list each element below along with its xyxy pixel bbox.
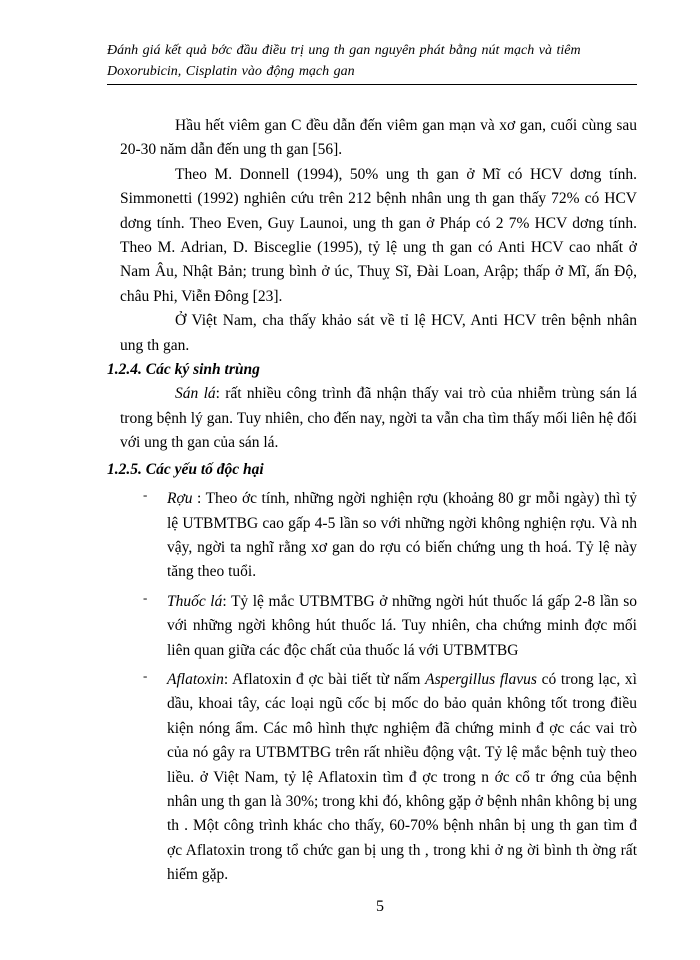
body-text (107, 114, 637, 888)
bullet-dash: - (143, 487, 148, 503)
paragraph-parasites (120, 382, 637, 455)
list-item-text (167, 487, 637, 585)
header-rule (107, 84, 637, 85)
section-heading-parasites: 1.2.4. Các ký sinh trùng (107, 361, 260, 379)
bullet-dash: - (143, 667, 148, 683)
parasites-text: : rất nhiều công trình đã nhận thấy vai trò của nhiễm trùng sán lá trong bệnh lý gan. Tuy nhiên, cho đến nay, ngời ta vẫn cha tìm thấy mối liên hệ đối với ung th gan của sán lá. (120, 385, 637, 452)
running-header (107, 40, 637, 82)
paragraph-vietnam-hcv: Ở Việt Nam, cha thấy khảo sát về tỉ lệ HCV, Anti HCV trên bệnh nhân ung th gan. (120, 312, 637, 354)
bullet-dash: - (143, 589, 148, 605)
page-number: 5 (376, 898, 384, 915)
paragraph-hcv-statistics: Theo M. Donnell (1994), 50% ung th gan ở Mĩ có HCV dơng tính. Simmonetti (1992) nghiên cứu trên 212 bệnh nhân ung th gan thấy 72% có HCV dơng tính. Theo Even, Guy Launoi, ung th gan ở Pháp có 2 7% HCV dơng tính. Theo M. Adrian, D. Bisceglie (1995), tỷ lệ ung th gan có Anti HCV cao nhất ở Nam Âu, Nhật Bản; trung bình ở úc, Thuỵ Sĩ, Đài Loan, Arập; thấp ở Mĩ, ấn Độ, châu Phi, Viễn Đông [23]. (120, 165, 637, 305)
aflatoxin-text-before: : Aflatoxin đ ợc bài tiết từ nấm (223, 670, 426, 688)
paragraph-hcv-cirrhosis: Hầu hết viêm gan C đều dẫn đến viêm gan mạn và xơ gan, cuối cùng sau 20-30 năm dẫn đến ung th gan [56]. (120, 117, 637, 159)
term-san-la: Sán lá (175, 385, 216, 403)
term-tobacco: Thuốc lá (167, 592, 223, 610)
list-item-alcohol (143, 487, 637, 585)
header-line-2: Doxorubicin, Cisplatin vào động mạch gan (107, 64, 355, 79)
section-heading-toxins: 1.2.5. Các yếu tố độc hại (107, 460, 264, 478)
list-item-aflatoxin (143, 668, 637, 888)
list-item-text (167, 590, 637, 663)
species-name: Aspergillus flavus (425, 670, 537, 688)
term-aflatoxin: Aflatoxin (167, 670, 224, 688)
aflatoxin-text-after: có trong lạc, xì dầu, khoai tây, các loại ngũ cốc bị mốc do bảo quản không tốt trong điều kiện nóng ẩm. Các mô hình thực nghiệm đã chứng minh đ ợc các vai trò của nó gây ra UTBMTBG trên rất nhiều động vật. Tỷ lệ mắc bệnh tuỳ theo liều. ở Việt Nam, tỷ lệ Aflatoxin tìm đ ợc trong n ớc cổ tr ớng của bệnh nhân ung th gan là 30%; trong khi đó, không gặp ở bệnh nhân không bị ung th . Một công trình khác cho thấy, 60-70% bệnh nhân bị ung th gan tìm đ ợc Aflatoxin trong tổ chức gan bị ung th , trong khi ở ng ời bình th ờng rất hiếm gặp. (167, 670, 637, 884)
header-line-1: Đánh giá kết quả bớc đầu điều trị ung th gan nguyên phát bằng nút mạch và tiêm (107, 43, 581, 58)
term-alcohol: Rợu (167, 490, 193, 508)
list-item-text (167, 668, 637, 888)
list-item-tobacco (143, 590, 637, 663)
tobacco-text: : Tỷ lệ mắc UTBMTBG ở những ngời hút thuốc lá gấp 2-8 lần so với những ngời không hút thuốc lá. Tuy nhiên, cha chứng minh đợc mối liên quan giữa các độc chất của thuốc lá với UTBMTBG (167, 592, 637, 659)
alcohol-text: : Theo ớc tính, những ngời nghiện rợu (khoảng 80 gr mỗi ngày) thì tỷ lệ UTBMTBG cao gấp 4-5 lần so với những ngời không nghiện rợu. Và nh vậy, ngời ta nghĩ rằng xơ gan do rợu có biến chứng ung th hoá. Tỷ lệ này tăng theo tuổi. (167, 490, 637, 581)
